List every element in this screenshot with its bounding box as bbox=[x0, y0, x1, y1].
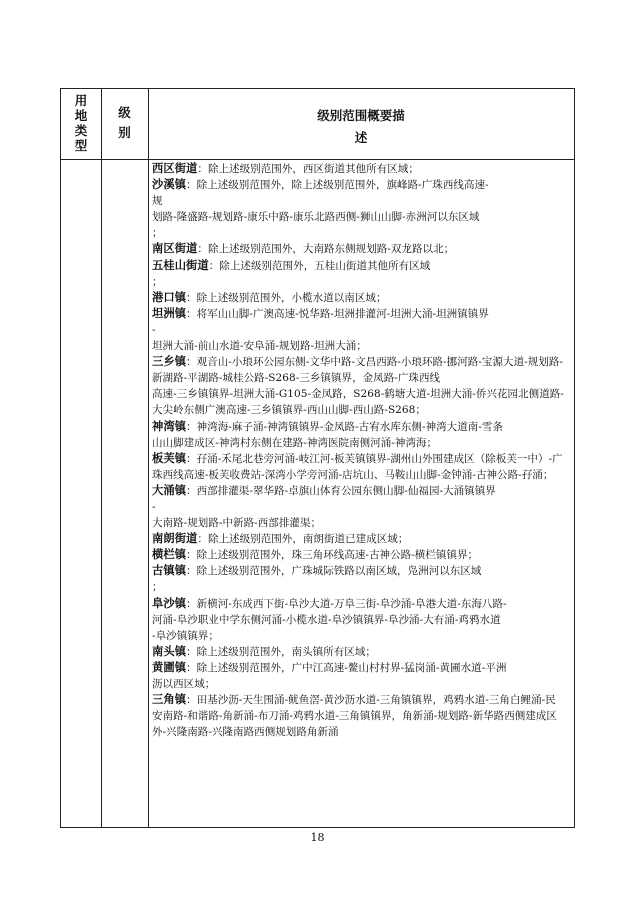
district-entry bbox=[152, 241, 566, 257]
district-entry bbox=[152, 290, 566, 306]
district-entry bbox=[152, 177, 566, 241]
entry-line bbox=[152, 193, 566, 209]
entry-line bbox=[152, 386, 566, 418]
district-scope-text: ：将军山山脚-广澳高速-悦华路-坦洲排灌河-坦洲大涌-坦洲镇镇界 bbox=[186, 307, 489, 320]
district-scope-text: ：除上述级别范围外，广珠城际铁路以南区域，凫洲河以东区域 bbox=[186, 565, 482, 578]
district-name: 南区街道 bbox=[152, 242, 198, 256]
district-name: 古镇镇 bbox=[152, 564, 187, 578]
district-name: 三角镇 bbox=[152, 693, 187, 707]
district-entry bbox=[152, 306, 566, 354]
district-scope-text: - bbox=[152, 500, 156, 513]
entry-line bbox=[152, 274, 566, 290]
entry-line bbox=[152, 306, 566, 322]
entry-line bbox=[152, 354, 566, 386]
district-scope-text: 沥以西区域； bbox=[152, 678, 216, 690]
entry-line bbox=[152, 515, 566, 531]
district-scope-text: ：除上述级别范围外，珠三角环线高速-古神公路-横栏镇镇界； bbox=[186, 549, 479, 562]
district-scope-text: -阜沙镇镇界； bbox=[152, 629, 219, 642]
district-scope-text: ：神湾海-麻子涌-神湾镇镇界-金凤路-古宥水库东侧-神湾大道南-雪条 bbox=[186, 420, 504, 433]
district-scope-text: 河涌-阜沙职业中学东侧河涌-小榄水道-阜沙镇镇界-阜沙涌-大有涌-鸡鸦水道 bbox=[152, 613, 501, 626]
district-name: 三乡镇 bbox=[152, 355, 187, 369]
entry-line bbox=[152, 338, 566, 354]
district-scope-text: ：除上述级别范围外，西区街道其他所有区域； bbox=[197, 163, 419, 175]
entry-line bbox=[152, 290, 566, 306]
district-name: 横栏镇 bbox=[152, 548, 187, 562]
district-entry bbox=[152, 596, 566, 644]
district-scope-text: 规 bbox=[152, 195, 163, 208]
district-scope-text: ：新横河-东成西下街-阜沙大道-万阜三街-阜沙涌-阜港大道-东海八路- bbox=[186, 597, 507, 610]
district-scope-text: ：除上述级别范围外，五桂山街道其他所有区域 bbox=[208, 259, 431, 272]
district-name: 南头镇 bbox=[152, 644, 187, 658]
district-scope-text: ：田基沙沥-天生围涌-鱿鱼滘-黄沙沥水道-三角镇镇界，鸡鸦水道-三角白鲤涌-民安南路-和谐路-角新涌-布刀涌-鸡鸦水道-三角镇镇界，角新涌-规划路-新华路西侧建成区外-兴隆南路-兴隆南路西侧规划路角新涌 bbox=[152, 694, 557, 739]
district-entry bbox=[152, 692, 566, 740]
entry-line bbox=[152, 612, 566, 628]
district-entry bbox=[152, 531, 566, 547]
entry-line bbox=[152, 435, 566, 451]
district-scope-text: ：西部排灌渠-翠华路-卓旗山体育公园东侧山脚-仙福园-大涌镇镇界 bbox=[186, 484, 496, 497]
district-name: 板芙镇 bbox=[152, 451, 187, 465]
entry-line bbox=[152, 547, 566, 563]
district-entry bbox=[152, 483, 566, 531]
district-entry bbox=[152, 660, 566, 692]
district-name: 沙溪镇 bbox=[152, 178, 187, 192]
district-name: 大涌镇 bbox=[152, 483, 187, 497]
entry-line bbox=[152, 563, 566, 579]
district-scope-text: ：除上述级别范围外，广中江高速-鳌山村村界-猛岗涌-黄圃水道-平洲 bbox=[186, 661, 507, 674]
entry-line bbox=[152, 161, 566, 177]
entry-line bbox=[152, 644, 566, 660]
district-scope-text: ：除上述级别范围外，南朗街道已建成区域； bbox=[197, 533, 409, 546]
entry-line bbox=[152, 258, 566, 274]
entry-line bbox=[152, 676, 566, 692]
land-level-table bbox=[60, 88, 575, 828]
entry-line bbox=[152, 322, 566, 338]
district-scope-text: - bbox=[152, 323, 156, 336]
district-scope-text: 坦洲大涌-前山水道-安阜涌-规划路-坦洲大涌； bbox=[152, 340, 367, 353]
district-scope-text: ：除上述级别范围外，除上述级别范围外，旗峰路-广珠西线高速- bbox=[186, 179, 489, 192]
entry-line bbox=[152, 628, 566, 644]
entry-line bbox=[152, 209, 566, 225]
district-scope-text: 山山脚建成区-神湾村东侧在建路-神湾医院南侧河涌-神湾海； bbox=[152, 436, 438, 449]
district-entry bbox=[152, 161, 566, 177]
entry-line bbox=[152, 483, 566, 499]
district-entry bbox=[152, 563, 566, 595]
district-entry bbox=[152, 644, 566, 660]
district-name: 南朗街道 bbox=[152, 532, 198, 546]
entry-line bbox=[152, 499, 566, 515]
column-divider bbox=[101, 89, 102, 827]
entry-line bbox=[152, 579, 566, 595]
district-entry bbox=[152, 451, 566, 483]
entry-line bbox=[152, 451, 566, 483]
district-scope-text: ； bbox=[152, 275, 163, 288]
district-name: 港口镇 bbox=[152, 290, 187, 304]
entry-line bbox=[152, 177, 566, 193]
district-name: 阜沙镇 bbox=[152, 596, 187, 610]
district-scope-text: ； bbox=[152, 227, 163, 240]
district-scope-text: ：观音山-小琅环公园东侧-文华中路-文昌西路-小琅环路-挪河路-宝源大道-规划路-新湖路-平湖路-城桂公路-S268-三乡镇镇界，金凤路-广珠西线 bbox=[152, 356, 563, 385]
district-scope-text: ：除上述级别范围外，大南路东侧规划路-双龙路以北； bbox=[197, 243, 455, 256]
district-name: 五桂山街道 bbox=[152, 258, 209, 272]
district-entry bbox=[152, 547, 566, 563]
district-name: 黄圃镇 bbox=[152, 660, 187, 674]
entry-line bbox=[152, 531, 566, 547]
district-entry bbox=[152, 419, 566, 451]
entry-line bbox=[152, 692, 566, 740]
district-scope-text: ：除上述级别范围外，南头镇所有区域； bbox=[186, 645, 376, 658]
district-name: 神湾镇 bbox=[152, 419, 187, 433]
column-divider bbox=[148, 89, 149, 827]
entry-line bbox=[152, 225, 566, 241]
page-number: 18 bbox=[310, 831, 325, 844]
district-entry bbox=[152, 354, 566, 418]
header-land-use-type: 用 地 类 型 bbox=[74, 93, 88, 153]
entry-line bbox=[152, 419, 566, 435]
header-scope-description: 级别范围概要描 述 bbox=[317, 108, 405, 145]
district-scope-text: ：孖涌-禾尾北巷旁河涌-岐江河-板芙镇镇界-湖州山外围建成区（除板芙一中）-广珠西线高速-板芙收费站-深湾小学旁河涌-店坑山、马鞍山山脚-金钟涌-古神公路-孖涌； bbox=[152, 452, 563, 481]
district-name: 坦洲镇 bbox=[152, 306, 187, 320]
entry-line bbox=[152, 241, 566, 257]
district-name: 西区街道 bbox=[152, 162, 198, 175]
district-scope-text: ：除上述级别范围外，小榄水道以南区域； bbox=[186, 291, 387, 304]
header-divider bbox=[61, 159, 574, 160]
entry-line bbox=[152, 596, 566, 612]
district-scope-text: 高速-三乡镇镇界-坦洲大涌-G105-金凤路，S268-鹤塘大道-坦洲大涌-侨兴花园北侧道路-大尖岭东侧广澳高速-三乡镇镇界-西山山脚-西山路-S268； bbox=[152, 388, 564, 417]
district-entry bbox=[152, 258, 566, 290]
district-scope-text: 划路-隆盛路-规划路-康乐中路-康乐北路西侧-狮山山脚-赤洲河以东区域 bbox=[152, 211, 480, 224]
district-scope-text: ； bbox=[152, 581, 163, 594]
header-level: 级 别 bbox=[118, 105, 131, 140]
scope-description-cell bbox=[152, 161, 566, 827]
entry-line bbox=[152, 660, 566, 676]
district-scope-text: 大南路-规划路-中新路-西部排灌渠； bbox=[152, 517, 322, 530]
